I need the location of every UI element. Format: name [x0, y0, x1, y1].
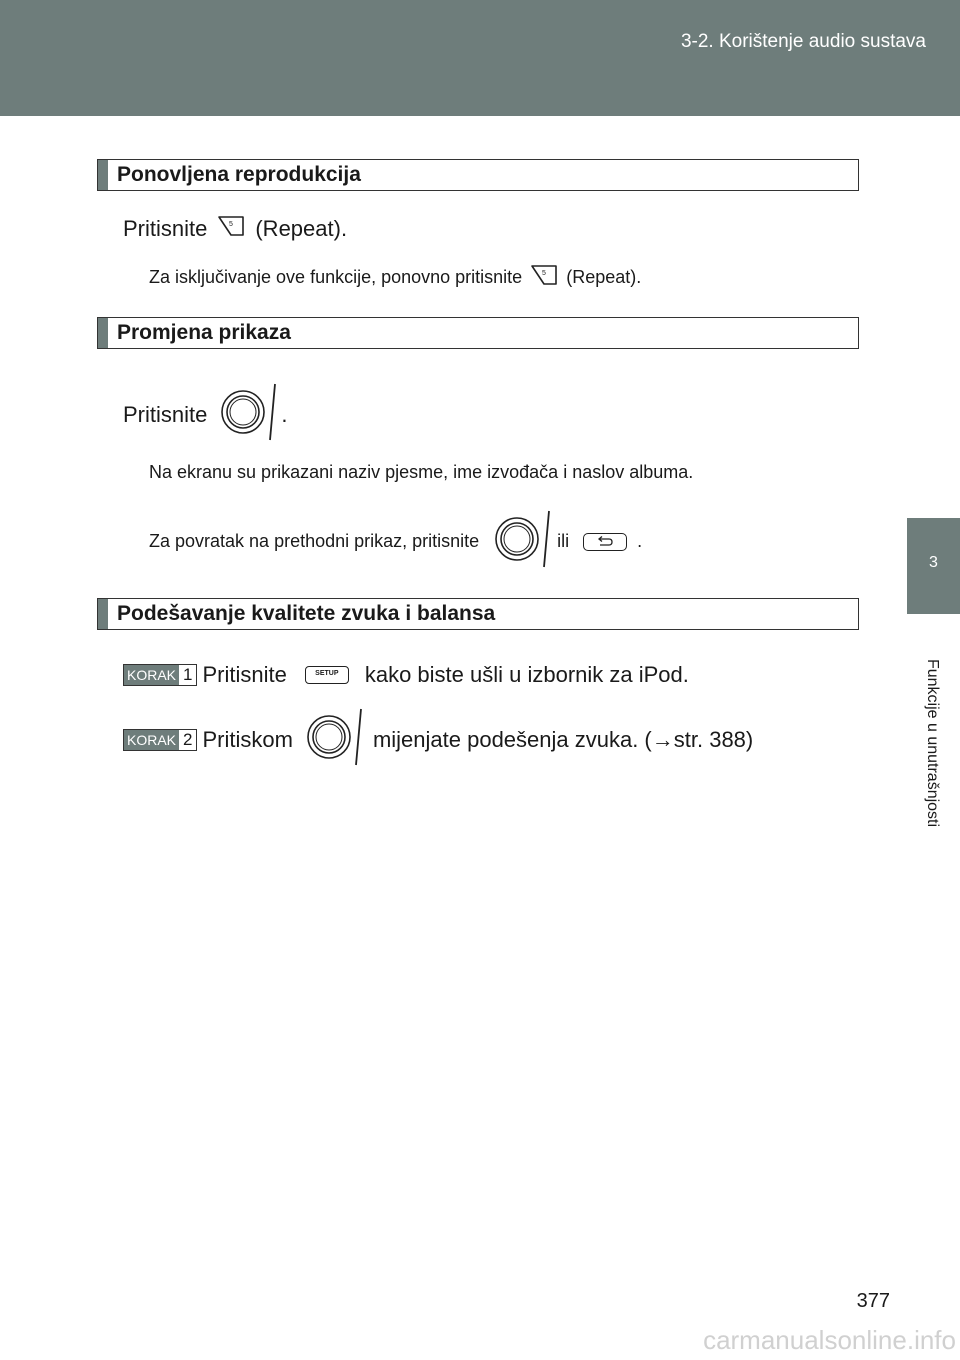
instruction-display [123, 382, 287, 448]
preset-number: 5 [542, 270, 547, 277]
section-heading-repeat [97, 159, 859, 191]
instruction-text: (Repeat). [255, 216, 348, 241]
step-badge-word: KORAK [124, 665, 179, 685]
chapter-tab [907, 518, 960, 614]
note-text: Na ekranu su prikazani naziv pjesme, ime izvođača i naslov albuma. [149, 462, 694, 482]
watermark: carmanualsonline.info [703, 1325, 956, 1355]
setup-button-icon [305, 666, 349, 684]
section-title: Ponovljena reprodukcija [117, 163, 361, 186]
note-text: (Repeat). [566, 267, 642, 287]
step-badge [123, 664, 197, 686]
section-heading-accent [98, 318, 108, 348]
setup-button-label: SETUP [315, 670, 339, 677]
tune-select-knob-icon [219, 382, 281, 448]
back-button-icon [583, 533, 627, 551]
preset-number: 5 [229, 221, 234, 228]
note-return-display [149, 509, 642, 574]
step-badge-number: 1 [179, 665, 196, 685]
note-text: Za isključivanje ove funkcije, ponovno pritisnite [149, 267, 523, 287]
section-title: Podešavanje kvalitete zvuka i balansa [117, 602, 496, 625]
note-text: Za povratak na prethodni prikaz, pritisnite [149, 531, 480, 551]
step-1 [123, 662, 689, 688]
instruction-text: Pritisnite [123, 402, 208, 427]
instruction-text: Pritisnite [123, 216, 208, 241]
chapter-title: 3-2. Korištenje audio sustava [680, 31, 926, 52]
instruction-repeat [123, 215, 347, 243]
preset-5-button-icon [530, 264, 558, 291]
section-title: Promjena prikaza [117, 321, 291, 344]
step-badge-word: KORAK [124, 730, 179, 750]
note-display-info [149, 462, 693, 483]
chapter-tab-number: 3 [929, 554, 938, 571]
note-repeat-off [149, 264, 641, 291]
preset-5-button-icon [217, 215, 245, 243]
step-2 [123, 707, 753, 773]
section-heading-display [97, 317, 859, 349]
tune-select-knob-icon [305, 707, 367, 773]
step-badge-number: 2 [179, 730, 196, 750]
step-text: kako biste ušli u izbornik za iPod. [364, 662, 689, 687]
tune-select-knob-icon [493, 509, 555, 574]
step-text: Pritiskom [202, 727, 293, 752]
section-heading-accent [98, 160, 108, 190]
section-heading-sound [97, 598, 859, 630]
page-number: 377 [856, 1290, 890, 1312]
step-badge [123, 729, 197, 751]
note-text: . [637, 531, 643, 551]
section-heading-accent [98, 599, 108, 629]
chapter-header-bar [0, 0, 960, 116]
step-text: Pritisnite [202, 662, 287, 687]
chapter-tab-label: Funkcije u unutrašnjosti [924, 658, 941, 828]
step-text: mijenjate podešenja zvuka. (→str. 388) [372, 727, 754, 752]
note-text: ili [557, 531, 570, 551]
instruction-text: . [281, 402, 288, 427]
